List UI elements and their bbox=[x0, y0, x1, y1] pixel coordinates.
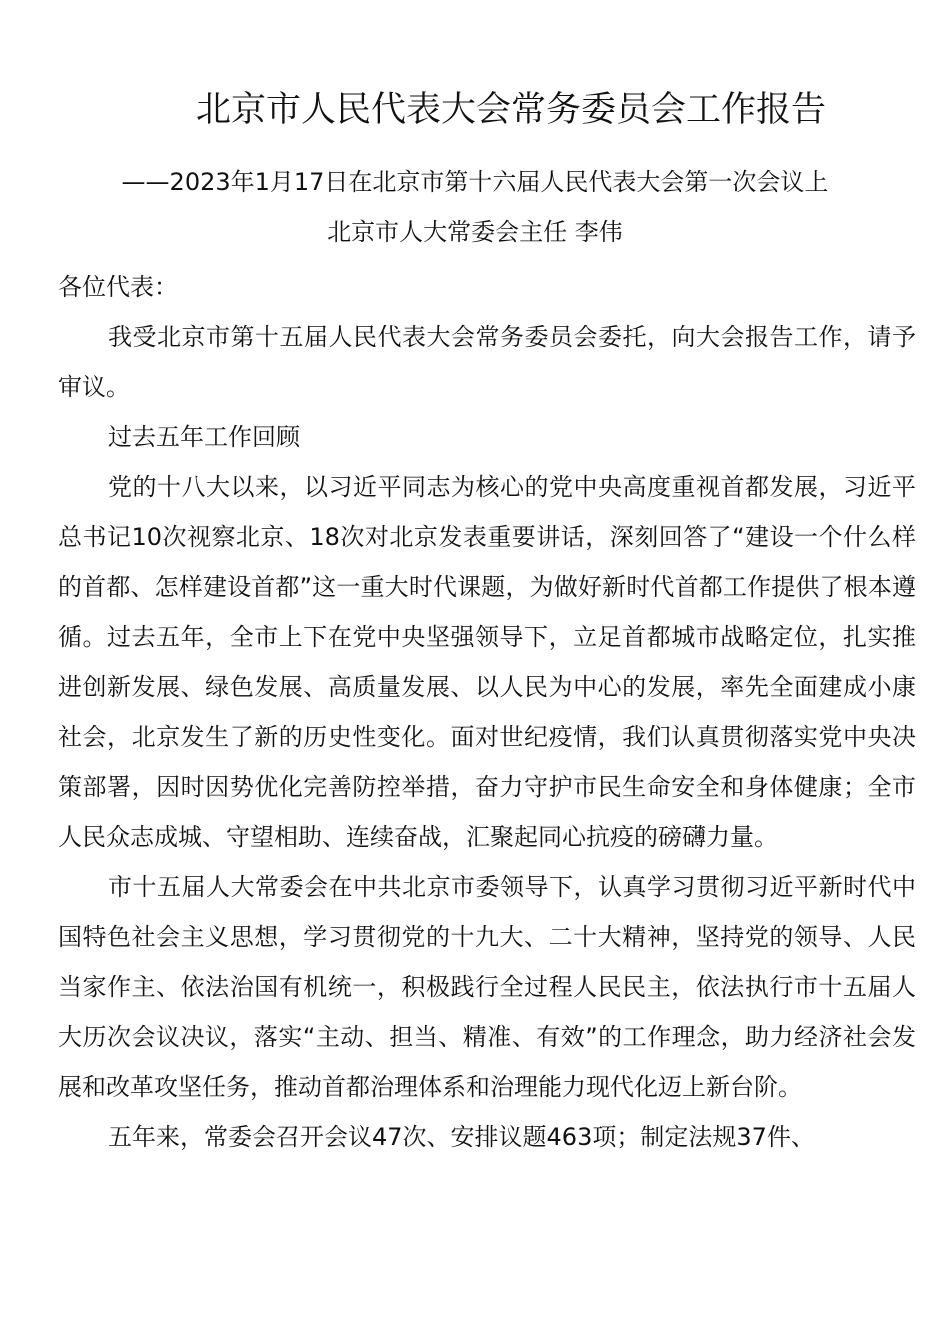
salutation: 各位代表： bbox=[58, 273, 178, 301]
paragraph: 党的十八大以来，以习近平同志为核心的党中央高度重视首都发展，习近平总书记10次视察北京、18次对北京发表重要讲话，深刻回答了“建设一个什么样的首都、怎样建设首都”这一重大时代课题，为做好新时代首都工作提供了根本遵循。过去五年，全市上下在党中央坚强领导下，立足首都城市战略定位，扎实推进创新发展、绿色发展、高质量发展、以人民为中心的发展，率先全面建成小康社会，北京发生了新的历史性变化。面对世纪疫情，我们认真贯彻落实党中央决策部署，因时因势优化完善防控举措，奋力守护市民生命安全和身体健康；全市人民众志成城、守望相助、连续奋战，汇聚起同心抗疫的磅礴力量。 bbox=[58, 473, 916, 851]
paragraph: 市十五届人大常委会在中共北京市委领导下，认真学习贯彻习近平新时代中国特色社会主义思想，学习贯彻党的十九大、二十大精神，坚持党的领导、人民当家作主、依法治国有机统一，积极践行全过程人民民主，依法执行市十五届人大历次会议决议，落实“主动、担当、精准、有效”的工作理念，助力经济社会发展和改革攻坚任务，推动首都治理体系和治理能力现代化迈上新台阶。 bbox=[58, 873, 916, 1101]
document-author: 北京市人大常委会主任 李伟 bbox=[327, 218, 623, 246]
document-body bbox=[58, 262, 916, 1162]
paragraph: 五年来，常委会召开会议47次、安排议题463项；制定法规37件、 bbox=[108, 1123, 815, 1151]
document-title: 北京市人民代表大会常务委员会工作报告 bbox=[195, 90, 826, 130]
paragraph: 我受北京市第十五届人民代表大会常务委员会委托，向大会报告工作，请予审议。 bbox=[58, 323, 916, 401]
section-heading: 过去五年工作回顾 bbox=[108, 423, 300, 451]
document-subtitle: ——2023年1月17日在北京市第十六届人民代表大会第一次会议上 bbox=[121, 168, 829, 196]
